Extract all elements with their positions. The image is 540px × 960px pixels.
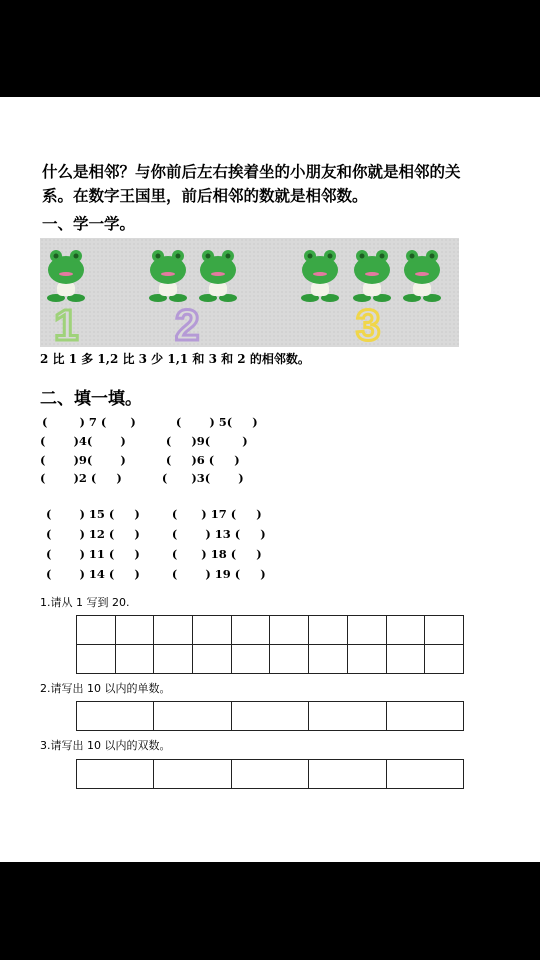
section-learn-heading: 一、学一学。	[42, 215, 136, 233]
grid-cell[interactable]	[154, 616, 193, 645]
grid-cell[interactable]	[154, 702, 231, 731]
writing-grid-1-to-20	[76, 615, 464, 674]
fill-row-b-2: ( ) 12 ( ) ( ) 13 ( )	[46, 527, 266, 541]
grid-cell[interactable]	[77, 616, 116, 645]
frog-icon-group-2	[149, 250, 237, 302]
grid-cell[interactable]	[115, 645, 154, 674]
frog-icon-group-1	[47, 250, 85, 302]
grid-cell[interactable]	[425, 645, 464, 674]
grid-cell[interactable]	[309, 702, 386, 731]
fill-row-a-4: ( )2 ( ) ( )3( )	[40, 471, 244, 485]
grid-cell[interactable]	[347, 645, 386, 674]
grid-cell[interactable]	[347, 616, 386, 645]
fill-row-a-1: ( ) 7 ( ) ( ) 5( )	[42, 415, 258, 429]
fill-row-a-2: ( )4( ) ( )9( )	[40, 434, 248, 448]
intro-paragraph	[42, 160, 492, 208]
grid-cell[interactable]	[386, 616, 425, 645]
adjacent-note: 2 比 1 多 1,2 比 3 少 1,1 和 3 和 2 的相邻数。	[40, 352, 310, 366]
frog-illustration	[40, 238, 459, 347]
grid-cell[interactable]	[115, 616, 154, 645]
intro-line-2: 系。在数字王国里，前后相邻的数就是相邻数。	[42, 187, 368, 205]
bottom-black-bar	[0, 862, 540, 960]
worksheet-page	[0, 97, 540, 862]
grid-cell[interactable]	[309, 760, 386, 789]
fill-row-a-3: ( )9( ) ( )6 ( )	[40, 453, 240, 467]
grid-cell[interactable]	[154, 645, 193, 674]
grid-cell[interactable]	[193, 616, 232, 645]
top-black-bar	[0, 0, 540, 97]
odd-numbers-grid	[76, 701, 464, 731]
task-3-label: 3.请写出 10 以内的双数。	[40, 739, 171, 752]
fill-row-b-4: ( ) 14 ( ) ( ) 19 ( )	[46, 567, 266, 581]
frog-svg	[40, 238, 459, 347]
grid-cell[interactable]	[386, 702, 463, 731]
grid-cell[interactable]	[386, 760, 463, 789]
grid-cell[interactable]	[425, 616, 464, 645]
frog-number-3: 3	[356, 301, 381, 347]
grid-cell[interactable]	[77, 702, 154, 731]
grid-cell[interactable]	[77, 645, 116, 674]
grid-cell[interactable]	[231, 616, 270, 645]
even-numbers-grid	[76, 759, 464, 789]
grid-cell[interactable]	[270, 645, 309, 674]
frog-icon-group-3	[301, 250, 441, 302]
grid-cell[interactable]	[309, 645, 348, 674]
grid-cell[interactable]	[231, 702, 308, 731]
fill-row-b-1: ( ) 15 ( ) ( ) 17 ( )	[46, 507, 262, 521]
grid-cell[interactable]	[309, 616, 348, 645]
intro-line-1: 什么是相邻？与你前后左右挨着坐的小朋友和你就是相邻的关	[42, 163, 461, 181]
fill-row-b-3: ( ) 11 ( ) ( ) 18 ( )	[46, 547, 262, 561]
section-fill-heading: 二、填一填。	[40, 389, 142, 409]
grid-cell[interactable]	[193, 645, 232, 674]
grid-cell[interactable]	[270, 616, 309, 645]
grid-cell[interactable]	[77, 760, 154, 789]
grid-cell[interactable]	[231, 645, 270, 674]
grid-cell[interactable]	[386, 645, 425, 674]
frog-number-2: 2	[175, 301, 200, 347]
grid-cell[interactable]	[231, 760, 308, 789]
task-1-label: 1.请从 1 写到 20.	[40, 596, 130, 609]
grid-cell[interactable]	[154, 760, 231, 789]
frog-number-1: 1	[54, 301, 79, 347]
task-2-label: 2.请写出 10 以内的单数。	[40, 682, 171, 695]
